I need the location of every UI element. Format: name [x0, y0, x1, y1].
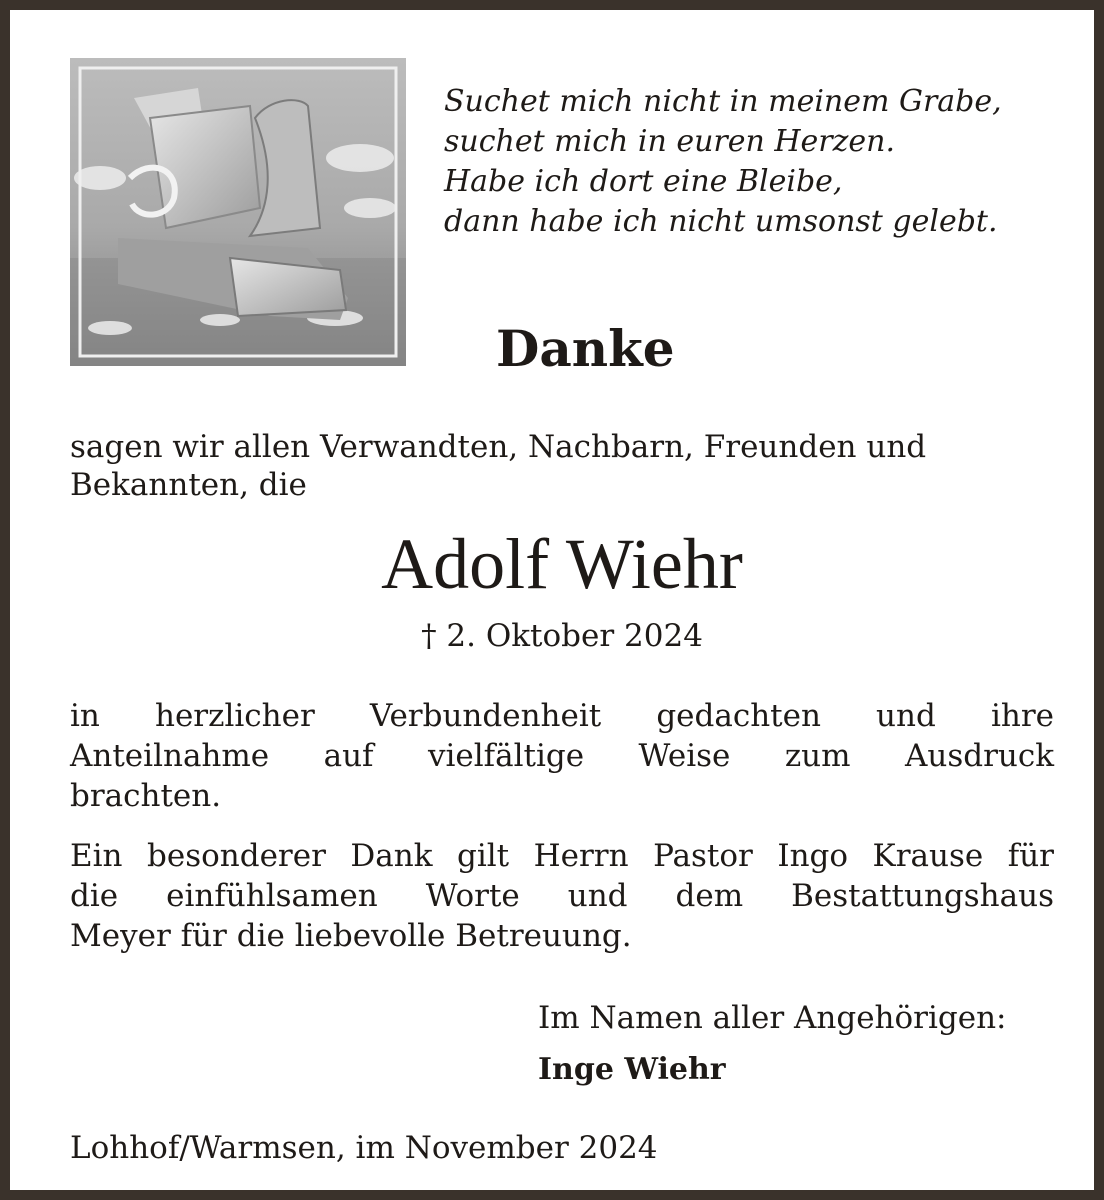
paragraph-remembrance	[70, 696, 1054, 816]
poem	[444, 82, 1064, 242]
paragraph-line: in herzlicher Verbundenheit gedachten und ihre	[70, 698, 1054, 734]
deceased-name: Adolf Wiehr	[381, 524, 743, 604]
paragraph-line: brachten.	[70, 778, 222, 814]
intro-line: Bekannten, die	[70, 467, 307, 503]
plane-illustration	[70, 58, 406, 366]
paragraph-line: Anteilnahme auf vielfältige Weise zum Ausdruck	[70, 738, 1054, 774]
woodworking-plane-photo	[70, 58, 406, 366]
poem-line: suchet mich in euren Herzen.	[444, 124, 896, 159]
intro-line: sagen wir allen Verwandten, Nachbarn, Freunden und	[70, 429, 927, 465]
death-date: † 2. Oktober 2024	[421, 618, 703, 654]
paragraph-line: Meyer für die liebevolle Betreuung.	[70, 918, 632, 954]
poem-line: Habe ich dort eine Bleibe,	[444, 164, 843, 199]
paragraph-special-thanks	[70, 836, 1054, 956]
poem-line: dann habe ich nicht umsonst gelebt.	[444, 204, 998, 239]
paragraph-line: die einfühlsamen Worte und dem Bestattungshaus	[70, 878, 1054, 914]
heading-danke: Danke	[496, 319, 675, 378]
signature-name: Inge Wiehr	[538, 1052, 726, 1087]
poem-line: Suchet mich nicht in meinem Grabe,	[444, 84, 1002, 119]
intro-text	[70, 428, 1060, 504]
paragraph-line: Ein besonderer Dank gilt Herrn Pastor Ingo Krause für	[70, 838, 1054, 874]
place-and-date: Lohhof/Warmsen, im November 2024	[70, 1130, 658, 1166]
signature-intro: Im Namen aller Angehörigen:	[538, 1000, 1007, 1036]
